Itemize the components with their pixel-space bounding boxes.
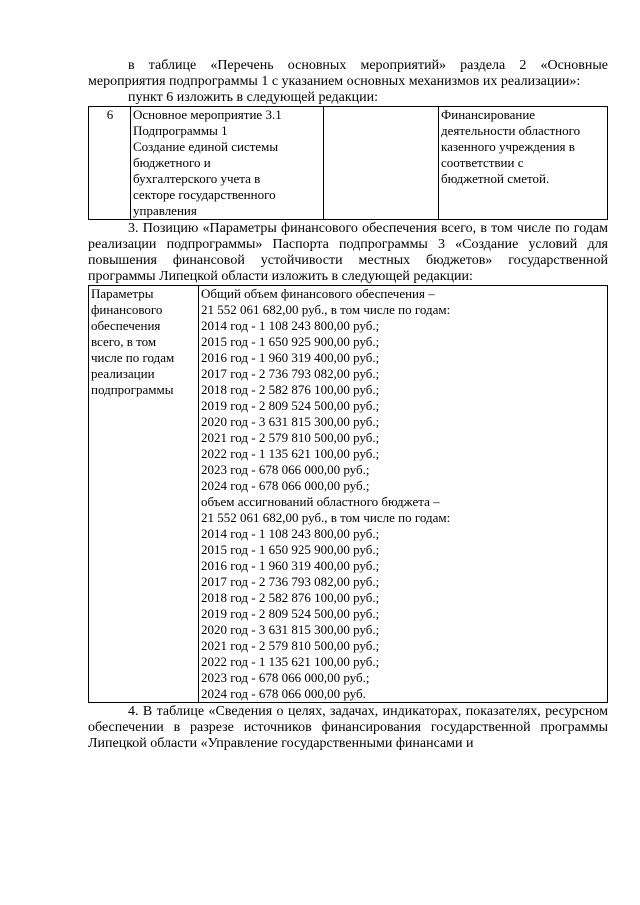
- cell-line: Финансирование: [441, 107, 536, 122]
- paragraph-section-4: 4. В таблице «Сведения о целях, задачах, индикаторах, показателях, ресурсном обеспечении в разрезе источников финансирования государственной программы Липецкой области «Управление государственными финансами и: [88, 704, 608, 751]
- cell-line: деятельности областного: [441, 123, 581, 138]
- financing-table: [88, 285, 608, 703]
- table-row: [89, 107, 608, 220]
- financing-value-line: 2015 год - 1 650 925 900,00 руб.;: [201, 542, 380, 557]
- cell-line: казенного учреждения в: [441, 139, 575, 154]
- cell-line: Подпрограммы 1: [133, 123, 228, 138]
- financing-value-line: 2023 год - 678 066 000,00 руб.;: [201, 462, 370, 477]
- paragraph-item6-intro: пункт 6 изложить в следующей редакции:: [128, 90, 378, 105]
- financing-value-line: 21 552 061 682,00 руб., в том числе по годам:: [201, 510, 451, 525]
- financing-label-cell: [89, 286, 199, 703]
- table-row: [89, 286, 608, 703]
- document-page: [88, 58, 608, 752]
- financing-values-cell: [199, 286, 608, 703]
- financing-value-line: 2019 год - 2 809 524 500,00 руб.;: [201, 606, 380, 621]
- activities-table: [88, 106, 608, 220]
- financing-value-line: Общий объем финансового обеспечения –: [201, 286, 435, 301]
- financing-value-line: 2020 год - 3 631 815 300,00 руб.;: [201, 622, 380, 637]
- cell-line: бухгалтерского учета в: [133, 171, 261, 186]
- cell-line: управления: [133, 203, 197, 218]
- financing-value-line: 2021 год - 2 579 810 500,00 руб.;: [201, 638, 380, 653]
- cell-line: всего, в том: [91, 334, 157, 349]
- financing-value-line: 2017 год - 2 736 793 082,00 руб.;: [201, 366, 380, 381]
- cell-line: подпрограммы: [91, 382, 174, 397]
- financing-value-line: 2021 год - 2 579 810 500,00 руб.;: [201, 430, 380, 445]
- row-number-cell: 6: [89, 107, 131, 220]
- cell-line: соответствии с: [441, 155, 524, 170]
- paragraph-table-intro: в таблице «Перечень основных мероприятий» раздела 2 «Основные мероприятия подпрограммы 1 с указанием основных механизмов их реализации»:: [88, 58, 608, 89]
- financing-value-line: 2022 год - 1 135 621 100,00 руб.;: [201, 446, 380, 461]
- cell-line: секторе государственного: [133, 187, 276, 202]
- cell-line: реализации: [91, 366, 155, 381]
- financing-value-line: 2023 год - 678 066 000,00 руб.;: [201, 670, 370, 685]
- financing-value-line: 2024 год - 678 066 000,00 руб.: [201, 686, 366, 701]
- paragraph-section-3: 3. Позицию «Параметры финансового обеспечения всего, в том числе по годам реализации подпрограммы» Паспорта подпрограммы 3 «Создание условий для повышения финансовой устойчивости местных бюджетов» государственной программы Липецкой области изложить в следующей редакции:: [88, 221, 608, 284]
- cell-line: Основное мероприятие 3.1: [133, 107, 282, 122]
- activity-description-cell: [439, 107, 608, 220]
- financing-value-line: 2017 год - 2 736 793 082,00 руб.;: [201, 574, 380, 589]
- cell-line: числе по годам: [91, 350, 175, 365]
- financing-value-line: 2014 год - 1 108 243 800,00 руб.;: [201, 318, 380, 333]
- financing-value-line: объем ассигнований областного бюджета –: [201, 494, 440, 509]
- cell-line: бюджетного и: [133, 155, 211, 170]
- cell-line: обеспечения: [91, 318, 161, 333]
- financing-value-line: 2016 год - 1 960 319 400,00 руб.;: [201, 558, 380, 573]
- financing-value-line: 2018 год - 2 582 876 100,00 руб.;: [201, 590, 380, 605]
- empty-cell: [324, 107, 439, 220]
- financing-value-line: 2020 год - 3 631 815 300,00 руб.;: [201, 414, 380, 429]
- financing-value-line: 2015 год - 1 650 925 900,00 руб.;: [201, 334, 380, 349]
- financing-value-line: 2016 год - 1 960 319 400,00 руб.;: [201, 350, 380, 365]
- cell-line: финансового: [91, 302, 163, 317]
- cell-line: Параметры: [91, 286, 154, 301]
- cell-line: бюджетной сметой.: [441, 171, 550, 186]
- financing-value-line: 2022 год - 1 135 621 100,00 руб.;: [201, 654, 380, 669]
- financing-value-line: 21 552 061 682,00 руб., в том числе по годам:: [201, 302, 451, 317]
- financing-value-line: 2018 год - 2 582 876 100,00 руб.;: [201, 382, 380, 397]
- financing-value-line: 2024 год - 678 066 000,00 руб.;: [201, 478, 370, 493]
- activity-name-cell: [131, 107, 324, 220]
- cell-line: Создание единой системы: [133, 139, 279, 154]
- financing-value-line: 2014 год - 1 108 243 800,00 руб.;: [201, 526, 380, 541]
- financing-value-line: 2019 год - 2 809 524 500,00 руб.;: [201, 398, 380, 413]
